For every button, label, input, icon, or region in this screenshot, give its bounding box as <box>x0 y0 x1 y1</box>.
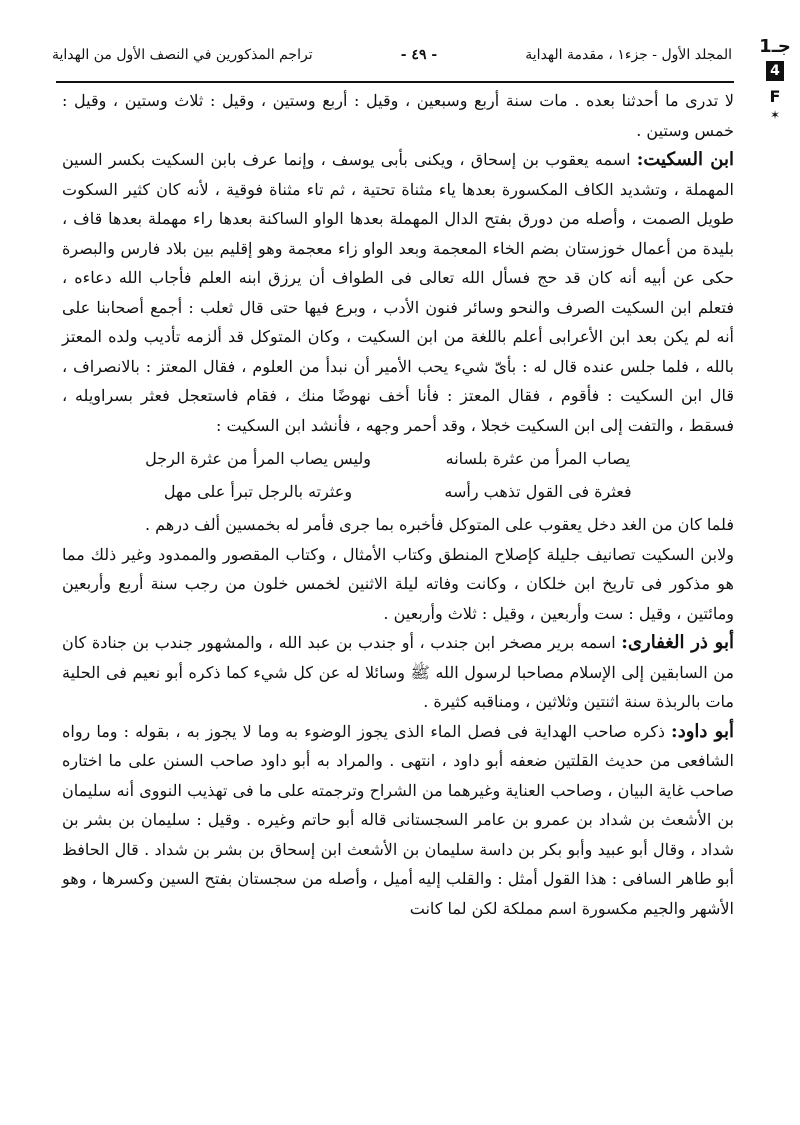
header-section-title: تراجم المذكورين في النصف الأول من الهداية <box>52 47 313 63</box>
paragraph-works: ولابن السكيت تصانيف جليلة كإصلاح المنطق وكتاب الأمثال ، وكتاب المقصور والممدود وغير ذلك مما هو مذكور فى تاريخ ابن خلكان ، وكانت وفاته ليلة الاثنين لخمس خلون من رجب سنة أربع وأربعين ومائتين ، وقيل : ست وأربعين ، وقيل : ثلاث وأربعين . <box>62 544 734 623</box>
margin-letter: F <box>769 87 781 106</box>
entry-ibn-al-sikkit <box>62 145 734 440</box>
entry-heading: أبو ذر الغفارى: <box>621 632 734 653</box>
paragraph-reward: فلما كان من الغد دخل يعقوب على المتوكل فأخبره بما جرى فأمر له بخمسين ألف درهم . <box>144 515 734 534</box>
page-number: - ٤٩ - <box>400 47 438 63</box>
poem-verse-2-first-half: فعثرة فى القول تذهب رأسه <box>444 482 632 501</box>
body-text <box>62 86 734 923</box>
margin-number-badge: 4 <box>766 61 784 81</box>
poem-verse-1-first-half: يصاب المرأ من عثرة بلسانه <box>445 449 631 468</box>
entry-abu-dharr <box>62 628 734 717</box>
margin-star-icon: ✶ <box>769 108 781 122</box>
page-header <box>52 38 732 72</box>
margin-annotation <box>756 36 794 122</box>
entry-text: اسمه برير مصخر ابن جندب ، أو جندب بن عبد الله ، والمشهور جندب بن جنادة كان من السابقين إلى الإسلام مصاحبا لرسول الله ﷺ وسائلا له عن كل شيء كما ذكره أبو نعيم فى الحلية مات بالربذة سنة اثنتين وثلاثين ، ومناقبه كثيرة . <box>62 633 735 711</box>
poem-verses <box>138 442 658 508</box>
margin-volume-mark: جـ1 <box>759 36 791 57</box>
header-volume-title: المجلد الأول - جزء١ ، مقدمة الهداية <box>525 47 732 63</box>
entry-abu-dawud <box>62 717 734 924</box>
entry-text: ذكره صاحب الهداية فى فصل الماء الذى يجوز الوضوء به وما لا يجوز به ، بقوله : وما رواه الشافعى من حديث القلتين ضعفه أبو داود ، انتهى . والمراد به أبو داود صاحب السنن على ما اختاره صاحب غاية البيان ، وصاحب العناية وغيرهما من الشراح وترجمته على ما فى تهذيب النووى أنه سليمان بن الأشعث بن شداد بن عمرو بن عامر السجستانى قاله أبو حاتم وغيره . وقيل : سليمان بن بشر بن شداد ، وقال أبو عبيد وأبو بكر بن داسة سليمان بن الأشعث ابن إسحاق بن بشر بن شداد . قال الحافظ أبو طاهر السافى : هذا القول أمثل : والقلب إليه أميل ، وأصله من سجستان بفتح السين وكسرها ، وهو الأشهر والجيم مكسورة اسم مملكة لكن لما كانت <box>62 721 735 918</box>
poem-verse-1-second-half: وليس يصاب المرأ من عثرة الرجل <box>145 449 371 468</box>
entry-heading: أبو داود: <box>671 720 734 742</box>
entry-heading: ابن السكيت: <box>636 149 735 170</box>
entry-text: اسمه يعقوب بن إسحاق ، ويكنى بأبى يوسف ، وإنما عرف بابن السكيت بكسر السين المهملة ، وتشديد الكاف المكسورة بعدها ياء مثناة تحتية ، ثم تاء مثناة فوقية ، لأنه كان كثير السكوت طويل الصمت ، وأصله من دورق بفتح الدال المهملة بعدها الواو الساكنة بعدها راء مهملة بعدها قاف ، بليدة من أعمال خوزستان بضم الخاء المعجمة وبعد الواو زاء معجمة وهو إقليم بين بلاد فارس والبصرة حكى عن أبيه أنه كان قد حج فسأل الله تعالى فى الطواف أن يرزق ابنه العلم فأجاب الله دعاءه ، فتعلم ابن السكيت الصرف والنحو وسائر فنون الأدب ، وبرع فيها حتى قال ثعلب : أجمع أصحابنا على أنه لم يكن بعد ابن الأعرابى أعلم باللغة من ابن السكيت ، وكان المتوكل قد ألزمه تأديب ولده المعتز بالله ، فلما جلس عنده قال له : بأىّ شيء يحب الأمير أن نبدأ من العلوم ، فقال المعتز : بالانصراف ، قال ابن السكيت : فأقوم ، فقال المعتز : فأنا أخف نهوضًا منك ، فقام فاستعجل فعثر بسراويله ، فسقط ، والتفت إلى ابن السكيت خجلا ، وقد أحمر وجهه ، فأنشد ابن السكيت : <box>62 150 734 435</box>
header-rule <box>56 81 734 83</box>
poem-verse-2-second-half: وعثرته بالرجل تبرأ على مهل <box>163 482 353 501</box>
intro-paragraph: لا تدرى ما أحدثنا بعده . مات سنة أربع وسبعين ، وقيل : أربع وستين ، وقيل : ثلاث وستين ، وقيل : خمس وستين . <box>62 91 734 140</box>
